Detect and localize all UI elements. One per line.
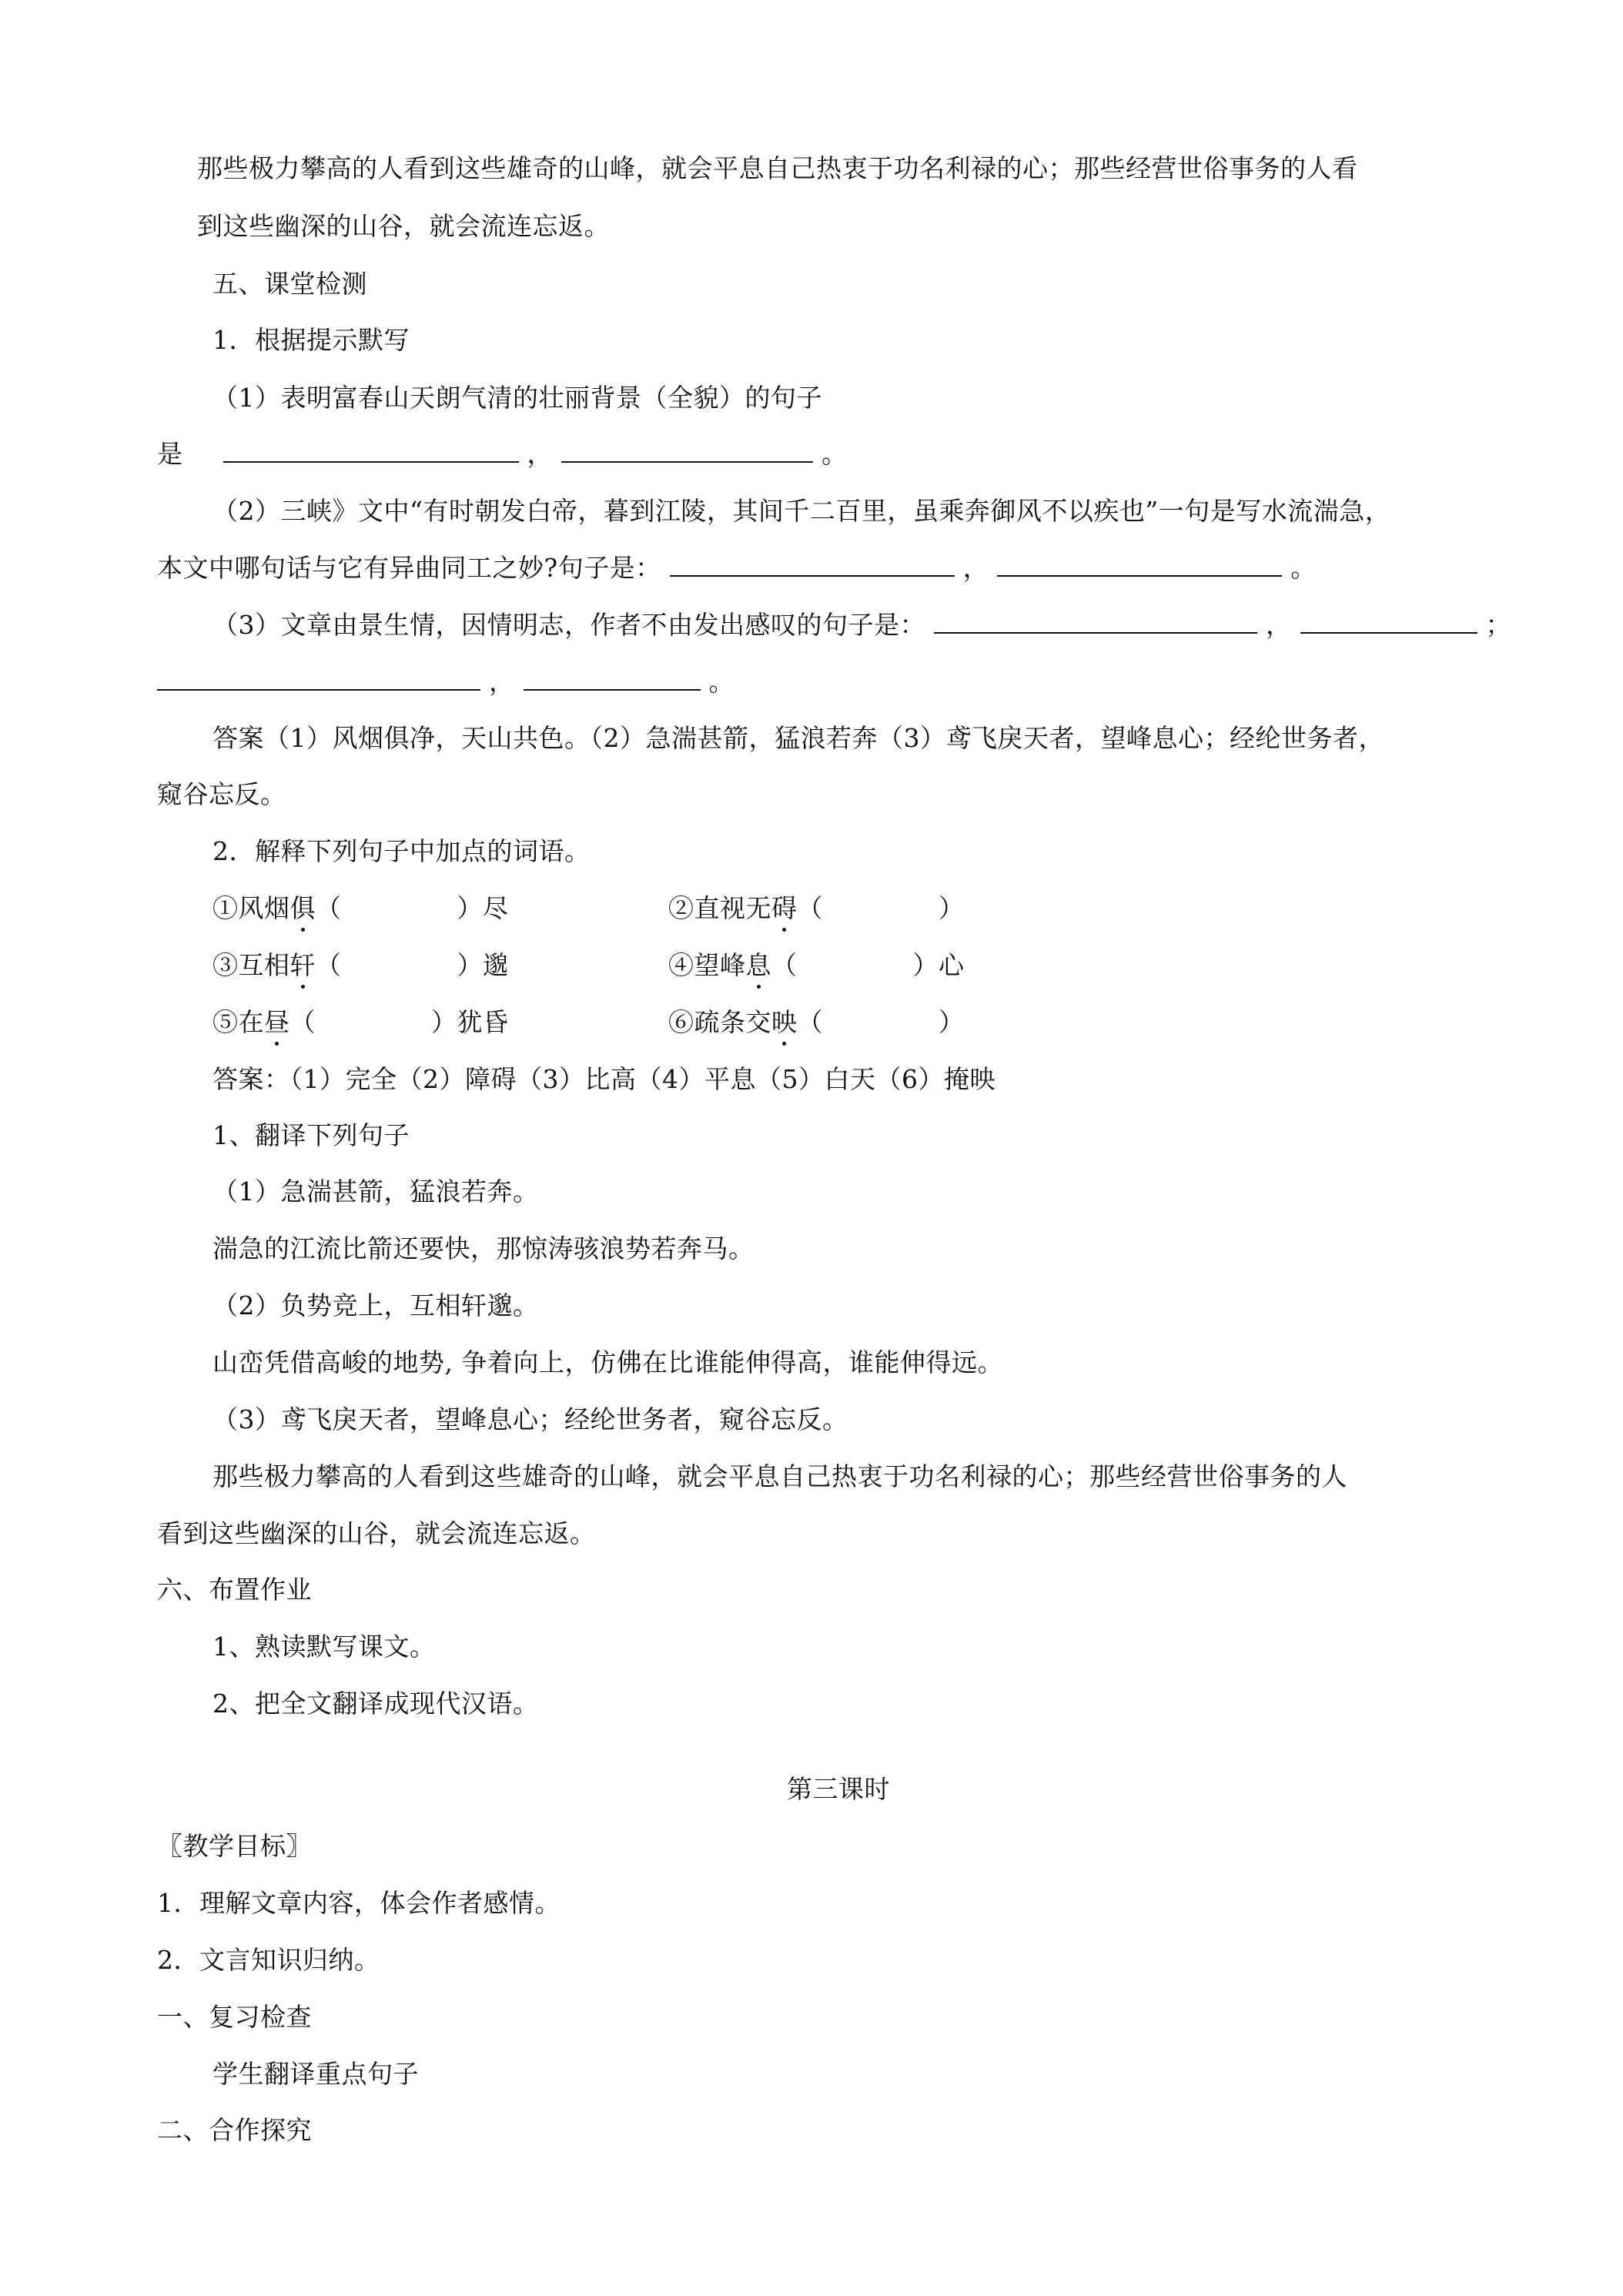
answer-blank[interactable] [1300,609,1477,634]
vocab-text: ）邈 [457,950,509,980]
answer-blank[interactable] [157,666,480,691]
dotted-char: 昼 [264,1006,290,1039]
question-3-blanks [212,608,1511,642]
translate-answer: 山峦凭借高峻的地势, 争着向上，仿佛在比谁能伸得高，谁能伸得远。 [212,1347,1003,1377]
vocab-item [668,949,965,982]
vocab-paren: （ [316,893,342,923]
vocab-paren: （ [316,950,342,980]
question-1-prefix: 是 [157,439,183,469]
goal-item: 2．文言知识归纳。 [157,1945,380,1975]
vocab-text: ）尽 [457,893,509,923]
section-heading-explore: 二、合作探究 [157,2115,312,2145]
answer-blank[interactable] [561,438,813,463]
answer-1-line: 答案（1）风烟俱净，天山共色。（2）急湍甚箭，猛浪若奔（3）鸢飞戾天者，望峰息心；经纶世务者， [212,723,1384,753]
goal-item: 1．理解文章内容，体会作者感情。 [157,1888,561,1918]
goal-heading: 〖教学目标〗 [157,1831,312,1861]
lesson-title: 第三课时 [787,1774,890,1804]
vocab-paren: （ [771,950,798,980]
vocab-item [668,1006,965,1039]
vocab-text: ） [939,893,965,923]
vocab-item [212,892,509,925]
question-2-line: （2）三峡》文中“有时朝发白帝，暮到江陵，其间千二百里，虽乘奔御风不以疾也”一句是写水流湍急， [212,496,1391,526]
period: 。 [822,439,848,469]
vocab-text: ）心 [912,950,965,980]
translate-sentence: （3）鸢飞戾天者，望峰息心；经纶世务者，窥谷忘反。 [212,1404,848,1434]
item-heading-1: 1．根据提示默写 [212,325,410,355]
section-heading-5: 五、课堂检测 [212,269,367,299]
vocab-text: ②直视无 [668,893,771,923]
dotted-char: 息 [746,949,772,982]
answer-blank[interactable] [997,552,1282,577]
translate-sentence: （1）急湍甚箭，猛浪若奔。 [212,1176,539,1207]
comma: ， [962,553,989,583]
vocab-paren: （ [797,893,823,923]
answer-blank[interactable] [524,666,701,691]
translate-heading: 1、翻译下列句子 [212,1120,410,1150]
question-2-prefix: 本文中哪句话与它有异曲同工之妙?句子是： [157,553,661,583]
question-2-blanks [157,551,1317,585]
dotted-char: 轩 [290,949,316,982]
question-1: （1）表明富春山天朗气清的壮丽背景（全貌）的句子 [212,383,822,413]
question-3-blanks-cont [157,665,735,699]
homework-item: 2、把全文翻译成现代汉语。 [212,1689,539,1719]
question-3-prefix: （3）文章由景生情，因情明志，作者不由发出感叹的句子是： [212,610,925,640]
vocab-text: ） [939,1007,965,1037]
vocab-item [212,1006,509,1039]
answer-2: 答案：（1）完全（2）障碍（3）比高（4）平息（5）白天（6）掩映 [212,1064,996,1094]
homework-item: 1、熟读默写课文。 [212,1632,436,1662]
question-1-blanks [157,437,848,471]
section-heading-review: 一、复习检查 [157,2002,312,2032]
section-heading-6: 六、布置作业 [157,1575,312,1605]
answer-1-line: 窥谷忘反。 [157,779,286,809]
period: 。 [1290,553,1317,583]
translate-answer: 看到这些幽深的山谷，就会流连忘返。 [157,1518,596,1548]
vocab-paren: （ [797,1007,823,1037]
translate-answer: 湍急的江流比箭还要快，那惊涛骇浪势若奔马。 [212,1233,755,1263]
comma: ， [1266,610,1292,640]
semicolon: ； [1485,610,1511,640]
answer-blank[interactable] [223,438,519,463]
answer-blank[interactable] [934,609,1257,634]
vocab-paren: （ [289,1007,316,1037]
translate-sentence: （2）负势竞上，互相轩邈。 [212,1290,539,1320]
dotted-char: 碍 [771,892,798,925]
vocab-text: ③互相 [212,950,290,980]
paragraph-line: 到这些幽深的山谷，就会流连忘返。 [197,211,610,241]
vocab-item [212,949,509,982]
item-heading-2: 2．解释下列句子中加点的词语。 [212,836,591,866]
dotted-char: 映 [771,1006,798,1039]
vocab-text: ⑤在 [212,1007,264,1037]
answer-blank[interactable] [670,552,955,577]
vocab-text: ④望峰 [668,950,746,980]
review-text: 学生翻译重点句子 [212,2059,419,2089]
vocab-item [668,892,965,925]
paragraph-line: 那些极力攀高的人看到这些雄奇的山峰，就会平息自己热衷于功名利禄的心；那些经营世俗事务的人看 [197,153,1358,183]
comma: ， [527,439,553,469]
vocab-text: ）犹昏 [431,1007,509,1037]
period: 。 [708,667,735,697]
vocab-text: ⑥疏条交 [668,1007,771,1037]
dotted-char: 俱 [290,892,316,925]
comma: ， [489,667,515,697]
vocab-text: ①风烟 [212,893,290,923]
translate-answer: 那些极力攀高的人看到这些雄奇的山峰，就会平息自己热衷于功名利禄的心；那些经营世俗事务的人 [212,1461,1347,1491]
